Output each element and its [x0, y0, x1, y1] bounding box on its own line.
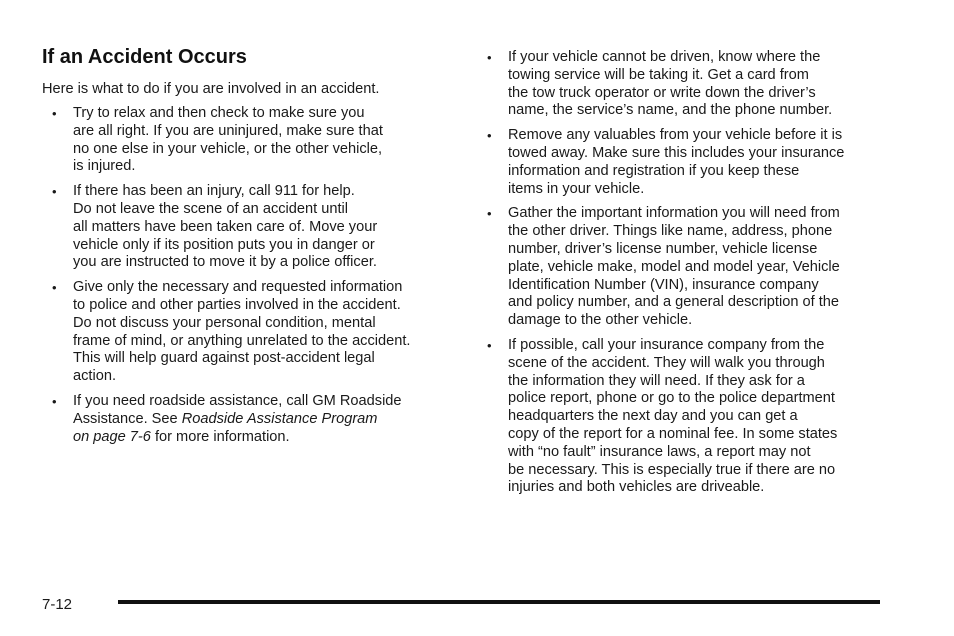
bullet-icon: •	[52, 184, 57, 200]
item-line: to police and other parties involved in the accident.	[73, 296, 401, 313]
item-line: towing service will be taking it. Get a card from	[508, 66, 809, 83]
cross-reference-link[interactable]: Roadside Assistance Program	[181, 410, 378, 427]
item-line: injuries and both vehicles are driveable.	[508, 479, 765, 496]
item-line: items in your vehicle.	[508, 180, 645, 197]
item-line: If possible, call your insurance company from the	[508, 336, 825, 353]
item-line: headquarters the next day and you can get a	[508, 408, 798, 425]
footer-divider	[118, 600, 880, 604]
page-number: 7-12	[42, 596, 73, 613]
list-item	[42, 183, 457, 272]
item-line: Gather the important information you will need from	[508, 205, 840, 222]
bullet-icon: •	[487, 337, 492, 353]
item-line: Give only the necessary and requested information	[73, 279, 403, 296]
item-line: Try to relax and then check to make sure you	[73, 105, 365, 121]
section-title: If an Accident Occurs	[42, 46, 247, 68]
item-line: Identification Number (VIN), insurance company	[508, 276, 819, 293]
list-item	[477, 49, 887, 120]
bullet-icon: •	[487, 50, 492, 65]
item-line: no one else in your vehicle, or the other vehicle,	[73, 140, 383, 157]
item-line: be necessary. This is especially true if there are no	[508, 461, 836, 478]
item-line: police report, phone or go to the police department	[508, 390, 835, 407]
item-line: scene of the accident. They will walk you through	[508, 354, 825, 371]
item-line: with “no fault” insurance laws, a report may not	[508, 443, 811, 460]
item-line: plate, vehicle make, model and model year, Vehicle	[508, 258, 840, 275]
item-line: action.	[73, 368, 116, 385]
list-item	[477, 205, 887, 330]
item-line: the tow truck operator or write down the driver’s	[508, 84, 816, 101]
item-line: Remove any valuables from your vehicle before it is	[508, 127, 843, 144]
item-line: name, the service’s name, and the phone number.	[508, 102, 833, 119]
item-text: for more information.	[150, 428, 290, 445]
bullet-icon: •	[52, 280, 57, 296]
list-item	[42, 393, 457, 446]
item-line: and policy number, and a general description of the	[508, 294, 840, 311]
item-line: towed away. Make sure this includes your insurance	[508, 144, 845, 161]
item-line: Do not leave the scene of an accident until	[73, 200, 349, 217]
item-line: is injured.	[73, 158, 136, 175]
item-line: copy of the report for a nominal fee. In some states	[508, 425, 838, 442]
left-bullet-list	[42, 105, 457, 453]
item-line: vehicle only if its position puts you in danger or	[73, 236, 375, 253]
item-line: all matters have been taken care of. Move your	[73, 218, 378, 235]
bullet-icon: •	[487, 128, 492, 144]
intro-text: Here is what to do if you are involved in an accident.	[42, 81, 380, 97]
item-line	[73, 429, 457, 447]
item-line: Do not discuss your personal condition, mental	[73, 314, 376, 331]
item-line: If your vehicle cannot be driven, know where the	[508, 49, 821, 65]
item-line: If you need roadside assistance, call GM Roadside	[73, 392, 402, 409]
list-item	[477, 337, 887, 497]
item-line: you are instructed to move it by a police officer.	[73, 254, 377, 271]
item-text: Assistance. See	[73, 410, 182, 427]
item-line: If there has been an injury, call 911 for help.	[73, 183, 355, 200]
item-line: damage to the other vehicle.	[508, 312, 693, 329]
item-line: are all right. If you are uninjured, make sure that	[73, 122, 383, 139]
list-item	[477, 127, 887, 198]
list-item	[42, 105, 457, 176]
bullet-icon: •	[52, 393, 57, 409]
item-line: the other driver. Things like name, address, phone	[508, 223, 833, 240]
right-bullet-list	[477, 49, 887, 504]
item-line	[73, 411, 457, 429]
item-line: number, driver’s license number, vehicle license	[508, 240, 818, 257]
item-line: the information they will need. If they ask for a	[508, 372, 805, 389]
item-line: information and registration if you keep these	[508, 162, 800, 179]
cross-reference-page[interactable]: on page 7-6	[73, 428, 151, 445]
bullet-icon: •	[52, 106, 57, 121]
list-item	[42, 279, 457, 386]
item-line: This will help guard against post-accident legal	[73, 350, 375, 367]
bullet-icon: •	[487, 206, 492, 222]
item-line: frame of mind, or anything unrelated to the accident.	[73, 332, 411, 349]
